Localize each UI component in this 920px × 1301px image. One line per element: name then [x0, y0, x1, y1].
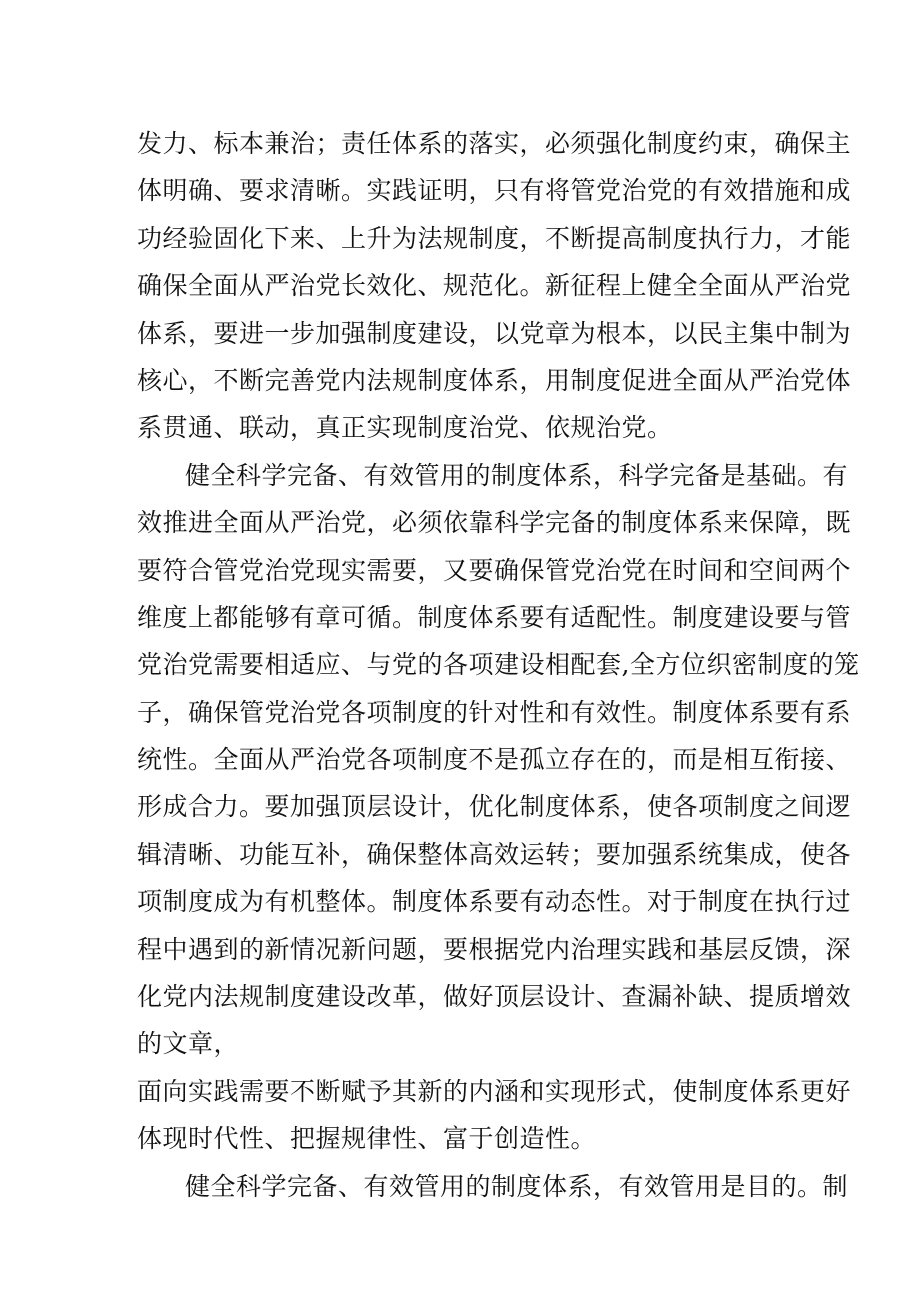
- text-line: 体系，要进一步加强制度建设，以党章为根本，以民主集中制为: [137, 318, 852, 348]
- text-line: 项制度成为有机整体。制度体系要有动态性。对于制度在执行过: [137, 887, 852, 917]
- text-line: 体明确、要求清晰。实践证明，只有将管党治党的有效措施和成: [137, 176, 852, 206]
- text-line: 健全科学完备、有效管用的制度体系，科学完备是基础。有: [185, 460, 849, 490]
- text-line: 功经验固化下来、上升为法规制度，不断提高制度执行力，才能: [137, 223, 852, 253]
- text-line: 系贯通、联动，真正实现制度治党、依规治党。: [137, 413, 673, 443]
- text-line: 党治党需要相适应、与党的各项建设相配套,全方位织密制度的笼: [137, 650, 860, 680]
- text-line: 形成合力。要加强顶层设计，优化制度体系，使各项制度之间逻: [137, 792, 852, 822]
- text-line: 体现时代性、把握规律性、富于创造性。: [137, 1124, 597, 1154]
- text-line: 程中遇到的新情况新问题，要根据党内治理实践和基层反馈，深: [137, 934, 852, 964]
- text-line: 要符合管党治党现实需要，又要确保管党治党在时间和空间两个: [137, 555, 852, 585]
- body-text: [137, 120, 860, 1210]
- text-line: 的文章，: [137, 1029, 240, 1059]
- text-line: 效推进全面从严治党，必须依靠科学完备的制度体系来保障，既: [137, 508, 852, 538]
- text-line: 统性。全面从严治党各项制度不是孤立存在的，而是相互衔接、: [137, 745, 852, 775]
- text-line: 辑清晰、功能互补，确保整体高效运转；要加强系统集成，使各: [137, 839, 852, 869]
- text-line: 发力、标本兼治；责任体系的落实，必须强化制度约束，确保主: [137, 129, 852, 158]
- text-line: 确保全面从严治党长效化、规范化。新征程上健全全面从严治党: [137, 271, 852, 301]
- text-line: 子，确保管党治党各项制度的针对性和有效性。制度体系要有系: [137, 697, 852, 727]
- text-line: 维度上都能够有章可循。制度体系要有适配性。制度建设要与管: [137, 602, 852, 632]
- text-line: 健全科学完备、有效管用的制度体系，有效管用是目的。制: [185, 1171, 849, 1201]
- text-line: 化党内法规制度建设改革，做好顶层设计、查漏补缺、提质增效: [137, 982, 852, 1012]
- text-line: 核心，不断完善党内法规制度体系，用制度促进全面从严治党体: [137, 365, 852, 395]
- text-line: 面向实践需要不断赋予其新的内涵和实现形式，使制度体系更好: [137, 1076, 852, 1106]
